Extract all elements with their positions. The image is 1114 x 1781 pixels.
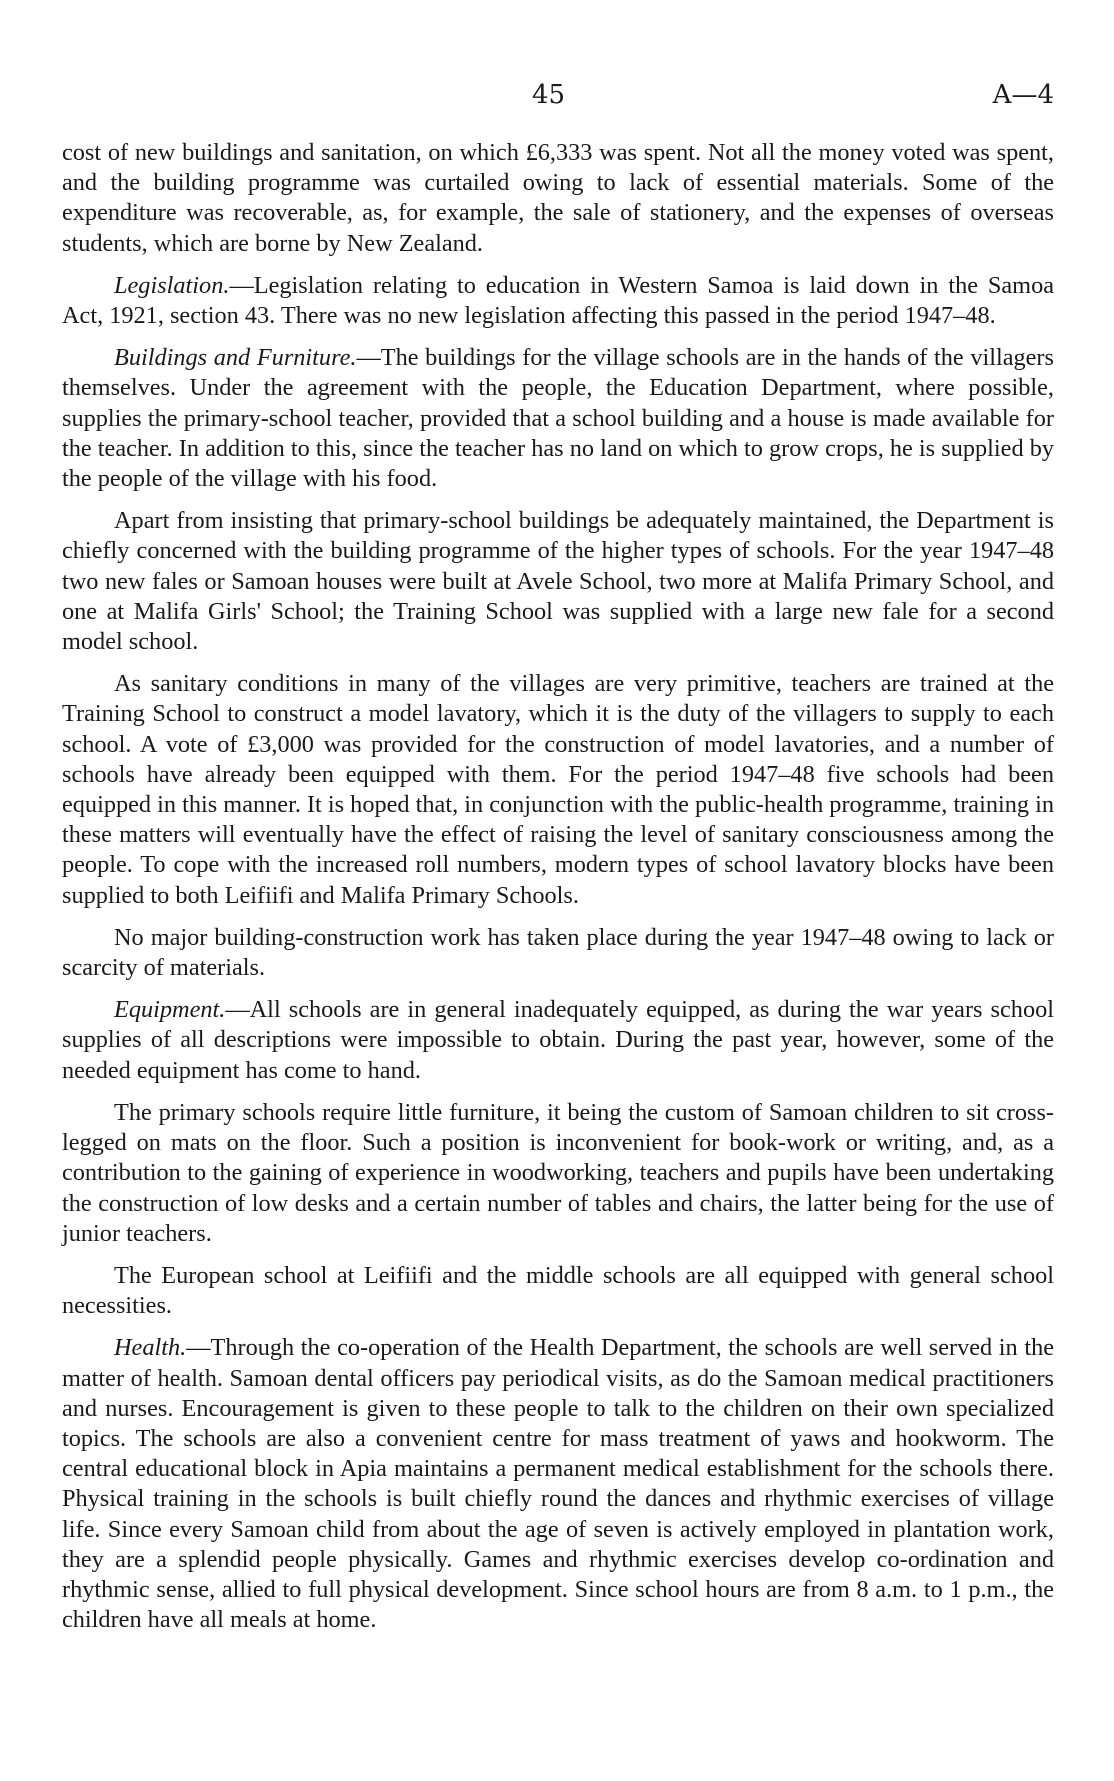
document-page: [62, 80, 1054, 1647]
paragraph-text: —The buildings for the village schools are in the hands of the villagers themselves. Under the agreement with the people, the Education Department, where possible, supplies the primary-school teacher, provided that a school building and a house is made available for the teacher. In addition to this, since the teacher has no land on which to grow crops, he is supplied by the people of the village with his food.: [62, 344, 1054, 493]
paragraph-sanitary-conditions: [62, 669, 1054, 911]
section-heading-equipment: Equipment.: [114, 996, 226, 1024]
body-text: [62, 138, 1054, 1635]
paragraph-construction-work: [62, 923, 1054, 983]
paragraph-equipment: [62, 995, 1054, 1086]
section-heading-health: Health.: [114, 1334, 187, 1362]
paragraph-text: Apart from insisting that primary-school buildings be adequately maintained, the Department is chiefly concerned with the building programme of the higher types of schools. For the year 1947–48 two new fales or Samoan houses were built at Avele School, two more at Malifa Primary School, and one at Malifa Girls' School; the Training School was supplied with a large new fale for a second model school.: [62, 507, 1054, 656]
paragraph-text: No major building-construction work has taken place during the year 1947–48 owing to lack or scarcity of materials.: [62, 923, 1054, 982]
paragraph-cost-continuation: [62, 138, 1054, 259]
paragraph-text: —Legislation relating to education in Western Samoa is laid down in the Samoa Act, 1921, section 43. There was no new legislation affecting this passed in the period 1947–48.: [62, 271, 1054, 330]
paragraph-health: [62, 1333, 1054, 1635]
paragraph-text: As sanitary conditions in many of the villages are very primitive, teachers are trained at the Training School to construct a model lavatory, which it is the duty of the villagers to supply to each school. A vote of £3,000 was provided for the construction of model lavatories, and a number of schools have already been equipped with them. For the period 1947–48 five schools had been equipped in this manner. It is hoped that, in conjunction with the public-health programme, training in these matters will eventually have the effect of raising the level of sanitary consciousness among the people. To cope with the increased roll numbers, modern types of school lavatory blocks have been supplied to both Leifiifi and Malifa Primary Schools.: [62, 670, 1054, 909]
paragraph-buildings-furniture: [62, 343, 1054, 494]
paragraph-text: cost of new buildings and sanitation, on which £6,333 was spent. Not all the money voted was spent, and the building programme was curtailed owing to lack of essential materials. Some of the expenditure was recoverable, as, for example, the sale of stationery, and the expenses of overseas students, which are borne by New Zealand.: [62, 139, 1054, 257]
page-number: 45: [532, 80, 566, 110]
paragraph-text: The primary schools require little furniture, it being the custom of Samoan children to sit cross-legged on mats on the floor. Such a position is inconvenient for book-work or writing, and, as a contribution to the gaining of experience in woodworking, teachers and pupils have been undertaking the construction of low desks and a certain number of tables and chairs, the latter being for the use of junior teachers.: [62, 1098, 1054, 1247]
page-header: [62, 80, 1054, 126]
paragraph-text: —All schools are in general inadequately equipped, as during the war years school supplies of all descriptions were impossible to obtain. During the past year, however, some of the needed equipment has come to hand.: [62, 996, 1054, 1084]
paragraph-european-school: [62, 1261, 1054, 1321]
paragraph-legislation: [62, 271, 1054, 331]
paragraph-text: The European school at Leifiifi and the middle schools are all equipped with general school necessities.: [62, 1261, 1054, 1320]
section-heading-buildings-furniture: Buildings and Furniture.: [114, 344, 357, 372]
section-heading-legislation: Legislation.: [114, 271, 230, 299]
document-reference: A—4: [992, 80, 1054, 110]
paragraph-building-programme: [62, 506, 1054, 657]
paragraph-furniture: [62, 1098, 1054, 1249]
paragraph-text: —Through the co-operation of the Health Department, the schools are well served in the matter of health. Samoan dental officers pay periodical visits, as do the Samoan medical practitioners and nurses. Encouragement is given to these people to talk to the children on their own specialized topics. The schools are also a convenient centre for mass treatment of yaws and hookworm. The central educational block in Apia maintains a permanent medical establishment for the schools there. Physical training in the schools is built chiefly round the dances and rhythmic exercises of village life. Since every Samoan child from about the age of seven is actively employed in plantation work, they are a splendid people physically. Games and rhythmic exercises develop co-ordination and rhythmic sense, allied to full physical development. Since school hours are from 8 a.m. to 1 p.m., the children have all meals at home.: [62, 1334, 1054, 1634]
